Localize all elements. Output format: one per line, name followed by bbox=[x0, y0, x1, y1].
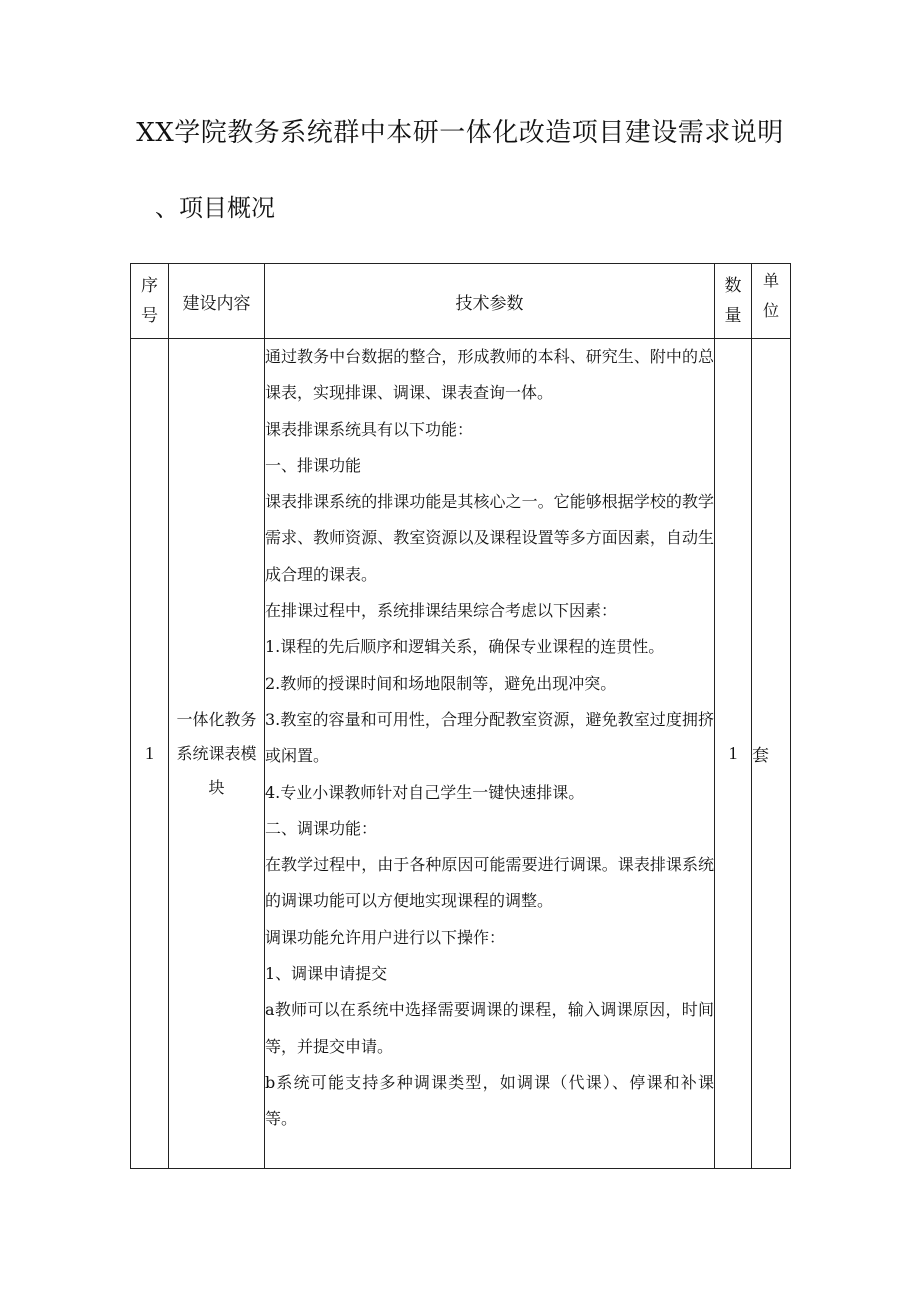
param-line: 在教学过程中，由于各种原因可能需要进行调课。课表排课系统的调课功能可以方便地实现课程的调整。 bbox=[265, 855, 714, 911]
param-line: 一、排课功能 bbox=[265, 455, 362, 475]
header-content: 建设内容 bbox=[169, 264, 265, 339]
row-unit: 套 bbox=[752, 339, 791, 1169]
row-content bbox=[169, 339, 265, 1169]
param-line: 1.课程的先后顺序和逻辑关系，确保专业课程的连贯性。 bbox=[265, 637, 665, 657]
param-line: 2.教师的授课时间和场地限制等，避免出现冲突。 bbox=[265, 673, 617, 693]
header-params: 技术参数 bbox=[265, 264, 715, 339]
row-params bbox=[265, 339, 715, 1169]
table-row bbox=[131, 339, 791, 1169]
param-line: 调课功能允许用户进行以下操作： bbox=[265, 927, 506, 947]
section-heading: 、项目概况 bbox=[155, 194, 275, 222]
param-line: a教师可以在系统中选择需要调课的课程，输入调课原因，时间等，并提交申请。 bbox=[265, 1000, 714, 1056]
table-header-row bbox=[131, 264, 791, 339]
header-seq: 序号 bbox=[131, 264, 169, 339]
param-line: 二、调课功能： bbox=[265, 818, 378, 838]
row-quantity: 1 bbox=[715, 339, 752, 1169]
param-line: 在排课过程中，系统排课结果综合考虑以下因素： bbox=[265, 601, 618, 621]
param-line: 通过教务中台数据的整合，形成教师的本科、研究生、附中的总课表，实现排课、调课、课表查询一体。 bbox=[265, 347, 714, 403]
param-line: 课表排课系统的排课功能是其核心之一。它能够根据学校的教学需求、教师资源、教室资源以及课程设置等多方面因素，自动生成合理的课表。 bbox=[265, 492, 714, 584]
param-line: b系统可能支持多种调课类型，如调课（代课）、停课和补课等。 bbox=[265, 1072, 714, 1129]
param-line: 课表排课系统具有以下功能： bbox=[265, 419, 474, 439]
param-line: 1、调课申请提交 bbox=[265, 964, 388, 984]
row-seq: 1 bbox=[131, 339, 169, 1169]
row-content-text: 一体化教务系统课表模块 bbox=[176, 709, 257, 797]
document-title: XX学院教务系统群中本研一体化改造项目建设需求说明 bbox=[136, 118, 784, 148]
param-line: 4.专业小课教师针对自己学生一键快速排课。 bbox=[265, 782, 585, 802]
header-quantity: 数量 bbox=[715, 264, 752, 339]
param-line: 3.教室的容量和可用性，合理分配教室资源，避免教室过度拥挤或闲置。 bbox=[265, 709, 714, 766]
header-unit: 单位 bbox=[752, 264, 791, 339]
requirements-table bbox=[130, 263, 791, 1169]
